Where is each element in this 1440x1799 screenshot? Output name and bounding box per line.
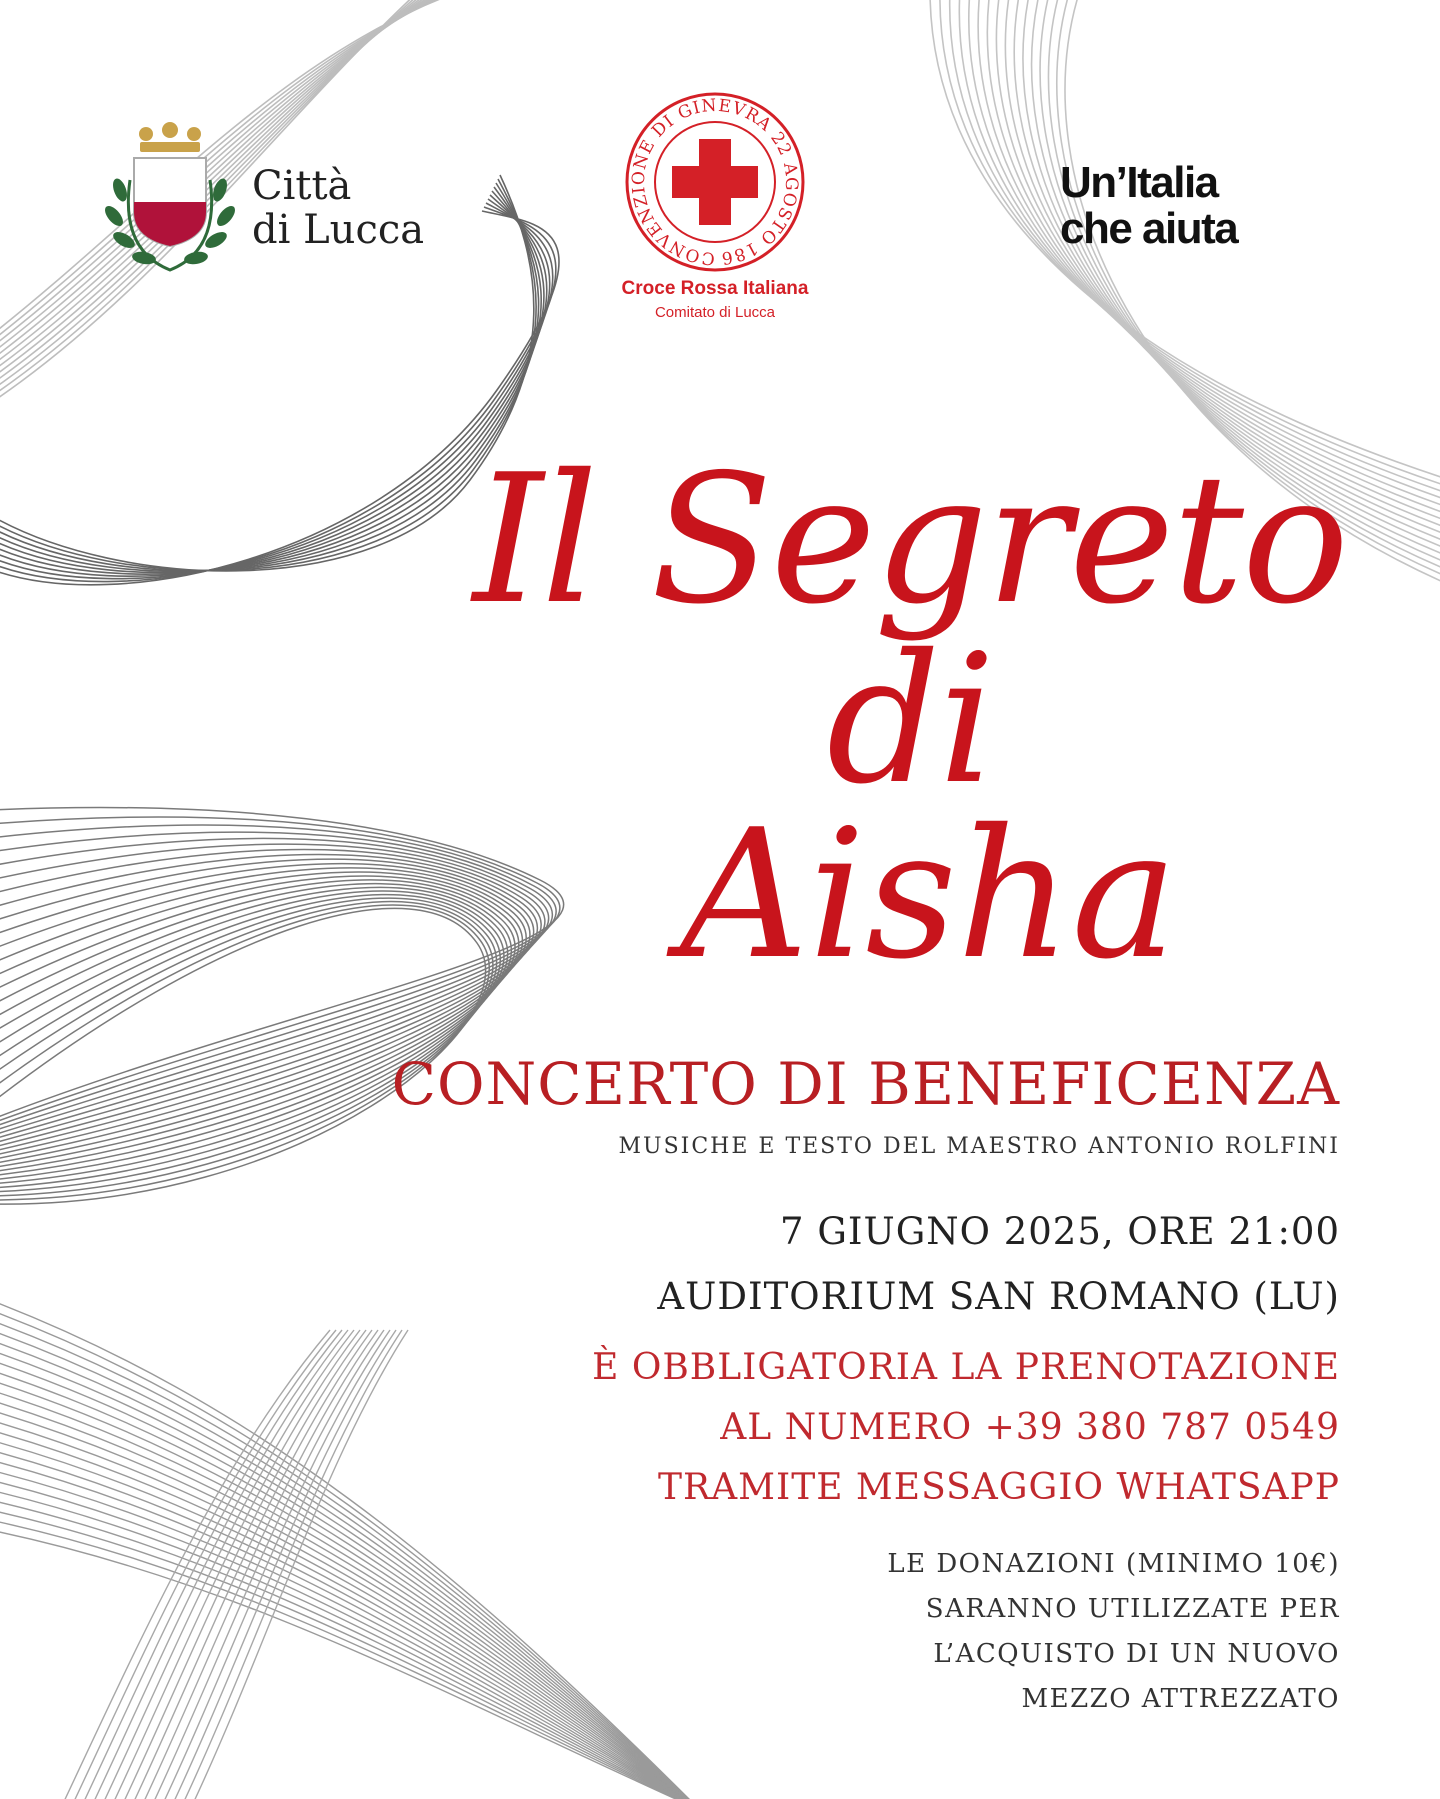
swirl-line xyxy=(60,1330,330,1799)
event-datetime: 7 GIUGNO 2025, ORE 21:00 xyxy=(780,1210,1340,1253)
swirl-line xyxy=(0,1490,700,1799)
donation-info xyxy=(887,1542,1340,1722)
swirl-line xyxy=(110,1330,360,1799)
cri-subtitle: Comitato di Lucca xyxy=(654,304,776,321)
donation-line: LE DONAZIONI (MINIMO 10€) xyxy=(887,1549,1340,1579)
swirl-band xyxy=(60,1330,408,1799)
booking-line: TRAMITE MESSAGGIO WHATSAPP xyxy=(658,1467,1340,1508)
swirl-line xyxy=(160,1330,390,1799)
donation-line: SARANNO UTILIZZATE PER xyxy=(925,1594,1340,1624)
lucca-line-2: di Lucca xyxy=(252,207,425,253)
lucca-crest-icon xyxy=(90,120,250,300)
lucca-wordmark xyxy=(252,164,424,252)
music-credits: MUSICHE E TESTO DEL MAESTRO ANTONIO ROLFINI xyxy=(618,1134,1340,1159)
citta-di-lucca-logo xyxy=(90,120,450,300)
italia-line-2: che aiuta xyxy=(1060,204,1238,253)
poster-title xyxy=(440,436,1380,998)
title-line-2: Aisha xyxy=(680,791,1178,998)
cri-name: Croce Rossa Italiana xyxy=(621,278,809,299)
donation-line: L’ACQUISTO DI UN NUOVO xyxy=(933,1639,1340,1669)
swirl-line xyxy=(120,1330,366,1799)
concert-subtitle: CONCERTO DI BENEFICENZA xyxy=(391,1050,1340,1118)
italia-che-aiuta-logo xyxy=(1060,160,1340,252)
swirl-line xyxy=(130,1330,372,1799)
booking-line: È OBBLIGATORIA LA PRENOTAZIONE xyxy=(592,1347,1340,1388)
red-cross-emblem-icon xyxy=(570,92,860,278)
croce-rossa-logo xyxy=(570,92,860,332)
ring-text: CONVENZIONE DI GINEVRA 22 AGOSTO 186 xyxy=(628,95,802,269)
event-venue: AUDITORIUM SAN ROMANO (LU) xyxy=(657,1275,1340,1318)
booking-line: AL NUMERO +39 380 787 0549 xyxy=(720,1407,1340,1448)
booking-info xyxy=(592,1338,1340,1518)
lucca-line-1: Città xyxy=(252,163,352,209)
swirl-line xyxy=(0,1480,700,1799)
title-line-1: Il Segreto di xyxy=(472,436,1348,823)
swirl-line xyxy=(70,1330,336,1799)
italia-line-1: Un’Italia xyxy=(1060,158,1218,207)
donation-line: MEZZO ATTREZZATO xyxy=(1021,1684,1340,1714)
